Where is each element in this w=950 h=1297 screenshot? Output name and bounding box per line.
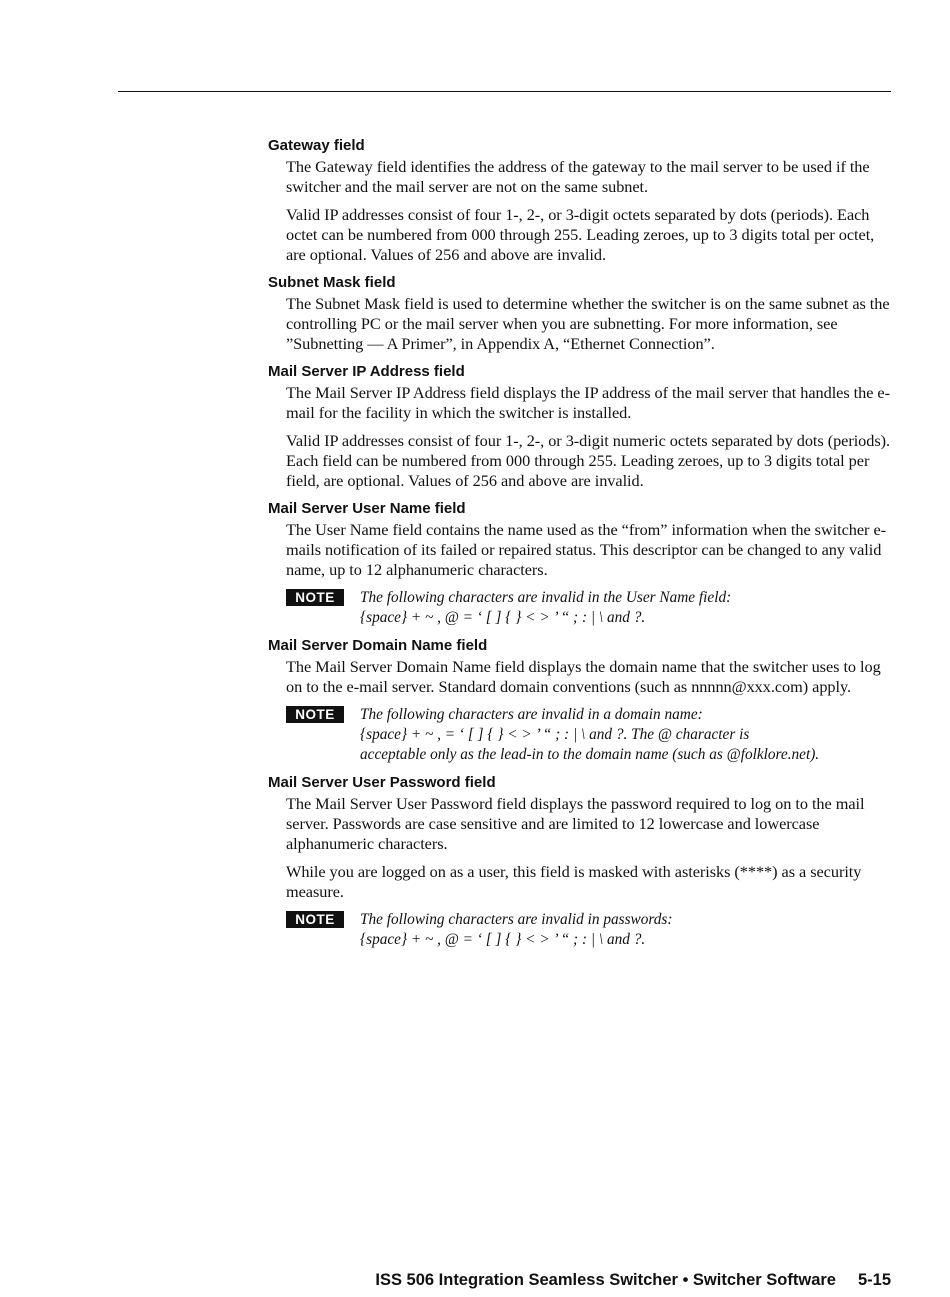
footer-title: ISS 506 Integration Seamless Switcher • Switcher Software	[375, 1271, 836, 1289]
note-badge: NOTE	[286, 589, 344, 606]
section-heading: Mail Server User Name field	[268, 500, 466, 517]
paragraph: The Gateway field identifies the address of the gateway to the mail server to be used if the switcher and the mail server are not on the same subnet.	[286, 157, 870, 196]
paragraph: The Mail Server User Password field displays the password required to log on to the mail server. Passwords are case sensitive and are limited to 12 lowercase and lowercase alphanumeric characters.	[286, 794, 865, 853]
section-gateway-field	[268, 137, 892, 265]
note-line: The following characters are invalid in the User Name field:	[360, 589, 732, 606]
section-heading: Mail Server Domain Name field	[268, 637, 488, 654]
paragraph: The User Name field contains the name used as the “from” information when the switcher e-mails notification of its failed or repaired status. This descriptor can be changed to any valid name, up to 12 alphanumeric characters.	[286, 520, 887, 579]
paragraph: The Mail Server Domain Name field displays the domain name that the switcher uses to log on to the e-mail server. Standard domain conventions (such as nnnnn@xxx.com) apply.	[286, 657, 881, 696]
paragraph: Valid IP addresses consist of four 1-, 2-, or 3-digit numeric octets separated by dots (periods). Each field can be numbered from 000 through 255. Leading zeroes, up to 3 digits total per field, are optional. Values of 256 and above are invalid.	[286, 431, 891, 490]
note-box	[286, 588, 892, 628]
note-line: {space} + ~ , @ = ‘ [ ] { } < > ’ “ ; : | \ and ?.	[360, 931, 646, 948]
header-rule	[118, 91, 891, 92]
note-box	[286, 705, 892, 765]
paragraph: The Subnet Mask field is used to determine whether the switcher is on the same subnet as the controlling PC or the mail server when you are subnetting. For more information, see ”Subnetting — A Primer”, in Appendix A, “Ethernet Connection”.	[286, 294, 890, 353]
section-mail-server-ip-field	[268, 363, 892, 491]
section-heading: Gateway field	[268, 137, 365, 154]
paragraph: Valid IP addresses consist of four 1-, 2-, or 3-digit octets separated by dots (periods). Each octet can be numbered from 000 through 255. Leading zeroes, up to 3 digits total per octet, are optional. Values of 256 and above are invalid.	[286, 205, 875, 264]
note-text	[360, 588, 731, 628]
section-mail-server-domain-name-field	[268, 637, 892, 765]
note-text	[360, 705, 819, 765]
section-subnet-mask-field	[268, 274, 892, 354]
page-footer	[375, 1271, 891, 1290]
section-heading: Mail Server User Password field	[268, 774, 496, 791]
document-body	[268, 137, 892, 959]
note-line: {space} + ~ , @ = ‘ [ ] { } < > ’ “ ; : | \ and ?.	[360, 609, 646, 626]
section-heading: Subnet Mask field	[268, 274, 396, 291]
note-line: acceptable only as the lead-in to the domain name (such as @folklore.net).	[360, 746, 820, 763]
paragraph: The Mail Server IP Address field displays the IP address of the mail server that handles the e-mail for the facility in which the switcher is installed.	[286, 383, 890, 422]
note-badge: NOTE	[286, 911, 344, 928]
note-line: The following characters are invalid in passwords:	[360, 911, 673, 928]
note-text	[360, 910, 672, 950]
note-badge: NOTE	[286, 706, 344, 723]
section-mail-server-user-name-field	[268, 500, 892, 628]
note-line: The following characters are invalid in a domain name:	[360, 706, 703, 723]
note-line: {space} + ~ , = ‘ [ ] { } < > ’ “ ; : | \ and ?. The @ character is	[360, 726, 750, 743]
section-heading: Mail Server IP Address field	[268, 363, 465, 380]
paragraph: While you are logged on as a user, this field is masked with asterisks (****) as a security measure.	[286, 862, 862, 901]
note-box	[286, 910, 892, 950]
section-mail-server-user-password-field	[268, 774, 892, 950]
page-number: 5-15	[857, 1271, 891, 1289]
